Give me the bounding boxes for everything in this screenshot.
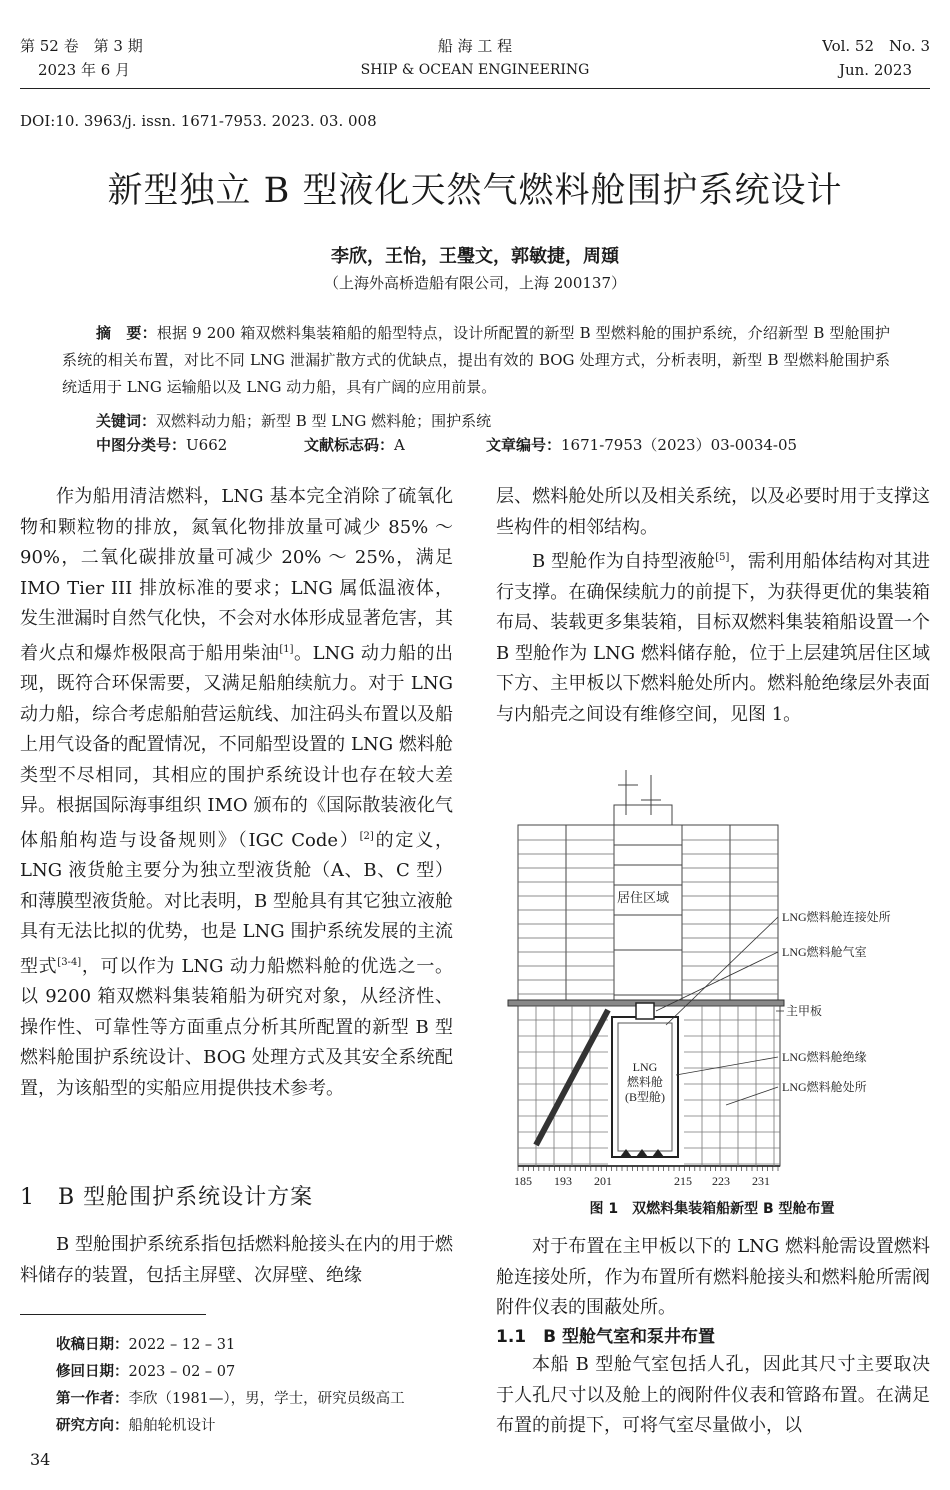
- journal-date-en: Jun. 2023: [838, 61, 912, 79]
- footnote-rule: [20, 1314, 206, 1315]
- subsection-1-1-paragraph: 本船 B 型舱气室包括人孔，因此其尺寸主要取决于人孔尺寸以及舱上的阀附件仪表和管路布置。在满足布置的前提下，可将气室尽量做小，以: [496, 1354, 930, 1436]
- label-tank-3: (B型舱): [625, 1090, 665, 1104]
- figure-1-caption: 图 1 双燃料集装箱船新型 B 型舱布置: [589, 1201, 835, 1217]
- frame-201: 201: [594, 1174, 612, 1188]
- footnote-field: 研究方向：船舶轮机设计: [56, 1418, 216, 1434]
- figure-1-diagram: [496, 765, 930, 1190]
- clc-value: U662: [186, 436, 228, 454]
- callout-main-deck: 主甲板: [786, 1004, 823, 1018]
- ref-3-4[interactable]: [3-4]: [57, 956, 82, 968]
- journal-title-en: SHIP & OCEAN ENGINEERING: [360, 62, 590, 78]
- clc-number: [96, 434, 227, 455]
- subsection-1-1-heading: 1.1 B 型舱气室和泵井布置: [496, 1327, 715, 1347]
- doi: DOI:10. 3963/j. issn. 1671-7953. 2023. 03. 008: [20, 112, 377, 130]
- keywords-label: 关键词：: [96, 412, 157, 430]
- right-column-mid: 对于布置在主甲板以下的 LNG 燃料舱需设置燃料舱连接处所，作为布置所有燃料舱接头和燃料舱所需阀附件仪表的围蔽处所。: [496, 1236, 930, 1318]
- callout-insulation: LNG燃料舱绝缘: [782, 1050, 867, 1064]
- tank-dome: [636, 1003, 654, 1019]
- frame-223: 223: [712, 1174, 730, 1188]
- callout-hold-space: LNG燃料舱处所: [782, 1080, 867, 1094]
- footnote-received: 收稿日期：2022 – 12 – 31: [56, 1337, 236, 1353]
- ref-2[interactable]: [2]: [359, 830, 374, 842]
- affiliation: （上海外高桥造船有限公司，上海 200137）: [323, 274, 627, 292]
- authors: 李欣，王怡，王璺文，郭敏捷，周頲: [331, 246, 619, 267]
- frame-231: 231: [752, 1174, 770, 1188]
- intro-paragraph: 作为船用清洁燃料，LNG 基本完全消除了硫氧化物和颗粒物的排放，氮氧化物排放量可减少 85% ～ 90%，二氧化碳排放量可减少 20% ～ 25%，满足 IMO Tier III 排放标准的要求；LNG 属低温液体，发生泄漏时自然气化快，不会对水体形成显著危害，其着火点和爆炸极限高于船用柴油[1]。LNG 动力船的出现，既符合环保需要，又满足船舶续航力。对于 LNG 动力船，综合考虑船舶营运航线、加注码头布置以及船上用气设备的配置情况，不同船型设置的 LNG 燃料舱类型不尽相同，其相应的围护系统设计也存在较大差异。根据国际海事组织 IMO 颁布的《国际散装液化气体船舶构造与设备规则》（IGC Code）[2]的定义，LNG 液货舱主要分为独立型液货舱（A、B、C 型）和薄膜型液货舱。对比表明，B 型舱具有其它独立液舱具有无法比拟的优势，也是 LNG 围护系统发展的主流型式[3-4]，可以作为 LNG 动力船燃料舱的优选之一。以 9200 箱双燃料集装箱船为研究对象，从经济性、操作性、可靠性等方面重点分析其所配置的新型 B 型燃料舱围护系统设计、BOG 处理方式及其安全系统配置，为该船型的实船应用提供技术参考。: [20, 486, 453, 1099]
- section-1-paragraph: B 型舱围护系统系指包括燃料舱接头在内的用于燃料储存的装置，包括主屏壁、次屏壁、绝缘: [20, 1234, 453, 1286]
- doc-label: 文献标志码：: [304, 436, 395, 454]
- label-living-area: 居住区域: [617, 890, 670, 905]
- right-column-top: 层、燃料舱处所以及相关系统，以及必要时用于支撑这些构件的相邻结构。 B 型舱作为自持型液舱[5]，需利用船体结构对其进行支撑。在确保续航力的前提下，为获得更优的集装箱布局、装载更多集装箱，目标双燃料集装箱船设置一个 B 型舱作为 LNG 燃料储存舱，位于上层建筑居住区域下方、主甲板以下燃料舱处所内。燃料舱绝缘层外表面与内船壳之间设有维修空间，见图 1。: [496, 486, 931, 725]
- section-1-heading: 1 B 型舱围护系统设计方案: [20, 1185, 314, 1210]
- ref-5[interactable]: [5]: [715, 552, 730, 563]
- article-title: 新型独立 B 型液化天然气燃料舱围护系统设计: [107, 171, 843, 211]
- frame-185: 185: [514, 1174, 532, 1188]
- keywords: [96, 410, 491, 431]
- journal-volume-en: Vol. 52 No. 3: [822, 37, 930, 55]
- journal-volume: 第 52 卷 第 3 期: [20, 37, 143, 55]
- header-rule: [20, 88, 930, 89]
- page-number: 34: [30, 1450, 51, 1469]
- abstract: [62, 320, 890, 401]
- doc-value: A: [394, 436, 405, 454]
- document-code: [304, 434, 405, 455]
- clc-label: 中图分类号：: [96, 436, 187, 454]
- left-column: [20, 482, 453, 1104]
- art-label: 文章编号：: [486, 436, 562, 454]
- footnote-revised: 修回日期：2023 – 02 – 07: [56, 1364, 236, 1380]
- abstract-label: 摘 要：: [96, 324, 157, 342]
- art-value: 1671-7953（2023）03-0034-05: [561, 436, 798, 454]
- abstract-text: 根据 9 200 箱双燃料集装箱船的船型特点，设计所配置的新型 B 型燃料舱的围护系统，介绍新型 B 型舱围护系统的相关布置，对比不同 LNG 泄漏扩散方式的优缺点，提出有效的 BOG 处理方式，分析表明，新型 B 型燃料舱围护系统适用于 LNG 运输船以及 LNG 动力船，具有广阔的应用前景。: [62, 324, 890, 396]
- label-tank-1: LNG: [632, 1060, 658, 1074]
- callout-connection-space: LNG燃料舱连接处所: [782, 910, 891, 924]
- frame-193: 193: [554, 1174, 572, 1188]
- journal-date: 2023 年 6 月: [38, 61, 131, 79]
- journal-title-cn: 船 海 工 程: [437, 37, 513, 55]
- label-tank-2: 燃料舱: [626, 1075, 664, 1089]
- ref-1[interactable]: [1]: [279, 643, 294, 655]
- article-number: [486, 434, 797, 455]
- callout-dome: LNG燃料舱气室: [782, 945, 867, 959]
- frame-215: 215: [674, 1174, 692, 1188]
- keywords-text: 双燃料动力船；新型 B 型 LNG 燃料舱；围护系统: [156, 412, 492, 430]
- footnote-author: 第一作者：李欣（1981—），男，学士，研究员级高工: [56, 1391, 405, 1407]
